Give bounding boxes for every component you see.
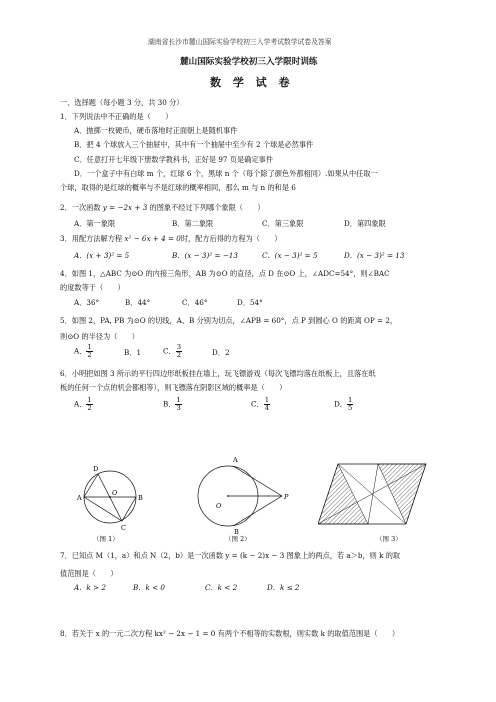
- q2-pre: 2．一次函数: [60, 203, 103, 212]
- q3-option-c: C．(x − 3)² = 5: [262, 251, 318, 260]
- q7-stem-line2: 值范围是（ ）: [60, 569, 118, 578]
- q1-option-a: A．抛掷一枚硬币，硬币落地时正面朝上是随机事件: [74, 126, 238, 135]
- q6-option-a-fraction: [86, 397, 92, 412]
- q4-option-c: C．46°: [182, 298, 208, 307]
- q2-expr: y = −2x + 3: [102, 203, 148, 212]
- fig2-label-a: A: [233, 456, 238, 464]
- page-header: 湖南省长沙市麓山国际实验学校初三入学考试数学试卷及答案: [148, 38, 332, 46]
- q7-stem-line1: 7．已知点 M（1，a）和点 N（2，b）是一次函数 y = (k − 2)x − 3 图象上的两点，若 a＞b，则 k 的取: [60, 551, 401, 560]
- q6-option-b: [163, 397, 182, 412]
- q6-c-numerator: 1: [264, 396, 270, 404]
- q6-b-denominator: 3: [176, 404, 181, 412]
- q5-a-numerator: 1: [87, 343, 92, 351]
- q6-stem-line2: 板的任何一个点的机会都相等），则飞镖落在阴影区域的概率是（ ）: [60, 383, 287, 392]
- q3-post: 时，配方后得的方程为（ ）: [180, 234, 282, 243]
- q6-d-denominator: 5: [347, 404, 353, 412]
- q5-option-c-label: C．: [163, 346, 176, 356]
- fig1-chord-da: [84, 474, 98, 497]
- figure-2: [190, 434, 302, 538]
- section-heading: 一、选择题（每小题 3 分，共 30 分）: [60, 98, 184, 107]
- q7-option-a: A．k > 2: [74, 583, 106, 592]
- fig1-label-o: O: [112, 489, 118, 497]
- fig2-label-p: P: [284, 493, 289, 501]
- q6-option-b-fraction: [175, 397, 181, 412]
- q3-option-b: B．(x − 3)² = −13: [172, 251, 238, 260]
- q6-option-b-label: B．: [163, 399, 176, 409]
- q5-option-a-fraction: [86, 344, 92, 359]
- fig1-label-c: C: [121, 524, 126, 532]
- q4-option-a: A．36°: [74, 298, 100, 307]
- fig2-label-b: B: [234, 528, 239, 536]
- fig1-label-b: B: [138, 494, 143, 502]
- q7-option-d: D．k ≤ 2: [267, 583, 300, 592]
- q3-stem: [60, 234, 281, 243]
- q5-stem-line1: 5．如图 2，PA, PB 为⊙O 的切线，A、B 分别为切点，∠APB = 60°，点 P 到圆心 O 的距离 OP = 2，: [60, 316, 398, 325]
- q6-a-numerator: 1: [87, 396, 92, 404]
- q5-c-denominator: 2: [176, 351, 182, 359]
- fig2-center-dot: [227, 495, 229, 497]
- school-title: 麓山国际实验学校初三入学限时训练: [180, 57, 318, 67]
- q5-option-a: [74, 344, 93, 359]
- q4-stem-line2: 的度数等于（ ）: [60, 283, 125, 292]
- q2-option-c: C．第三象限: [262, 219, 304, 228]
- q2-option-b: B．第二象限: [172, 219, 214, 228]
- q2-option-a: A．第一象限: [74, 219, 116, 228]
- q5-option-d: D．2: [212, 348, 230, 357]
- q4-option-b: B．44°: [125, 298, 151, 307]
- q2-stem: [60, 203, 265, 212]
- q6-option-c: [251, 397, 270, 412]
- fig2-label-o: O: [216, 502, 222, 510]
- q1-option-d-line2: 个球，取得的是红球的概率与不是红球的概率相同，那么 m 与 n 的和是 6: [60, 183, 296, 192]
- q6-option-d-label: D．: [334, 399, 347, 409]
- q5-stem-line2: 则⊙O 的半径为（ ）: [60, 332, 139, 341]
- q2-post: 的图象不经过下列哪个象限（ ）: [147, 203, 265, 212]
- q6-option-a: [74, 397, 93, 412]
- fig2-caption: （图 2）: [225, 535, 251, 543]
- q5-c-numerator: 3: [176, 343, 182, 351]
- q5-a-denominator: 2: [87, 351, 92, 359]
- q6-option-d-fraction: [347, 397, 353, 412]
- q4-option-d: D．54°: [237, 298, 263, 307]
- q7-option-b: B．k < 0: [133, 583, 165, 592]
- q5-option-c: [163, 344, 182, 359]
- fig1-triangle: [84, 497, 136, 521]
- q1-option-d-line1: D．一个盒子中有白球 m 个，红球 6 个，黑球 n 个（每个除了颜色外都相同）.如果从中任取一: [74, 169, 378, 178]
- q4-stem-line1: 4．如图 1，△ABC 为⊙O 的内接三角形，AB 为⊙O 的直径，点 D 在⊙O 上，∠ADC=54°，则∠BAC: [60, 269, 390, 278]
- q6-option-c-fraction: [264, 397, 270, 412]
- fig1-label-d: D: [93, 465, 99, 473]
- q5-option-c-fraction: [176, 344, 182, 359]
- q1-option-b: B．把 4 个球放入三个抽屉中，其中有一个抽屉中至少有 2 个球是必然事件: [74, 140, 314, 149]
- fig3-caption: （图 3）: [376, 535, 402, 543]
- q6-a-denominator: 2: [87, 404, 92, 412]
- figure-3: [318, 462, 430, 532]
- q3-expr: x² − 6x + 4 = 0: [124, 234, 181, 243]
- q2-option-d: D．第四象限: [344, 219, 386, 228]
- fig1-center-dot: [109, 496, 111, 498]
- q3-option-a: A．(x + 3)² = 5: [74, 251, 130, 260]
- q7-option-c: C．k < 2: [205, 583, 238, 592]
- q8-stem: 8．若关于 x 的一元二次方程 kx² − 2x − 1 = 0 有两个不相等的实数根，则实数 k 的取值范围是（ ）: [60, 629, 400, 638]
- q6-option-c-label: C．: [251, 399, 264, 409]
- q3-pre: 3．用配方法解方程: [60, 234, 125, 243]
- subject-title: 数 学 试 卷: [210, 76, 294, 89]
- q6-b-numerator: 1: [176, 396, 181, 404]
- q1-option-c: C．任意打开七年级下册数学教科书，正好是 97 页是确定事件: [74, 155, 273, 164]
- q6-c-denominator: 4: [264, 404, 270, 412]
- q6-option-d: [334, 397, 353, 412]
- q6-stem-line1: 6．小明把如图 3 所示的平行四边形纸板挂在墙上，玩飞镖游戏（每次飞镖均落在纸板上，且落在纸: [60, 369, 376, 378]
- q1-stem: 1．下列说法中不正确的是（ ）: [60, 112, 173, 121]
- q5-option-a-label: A．: [74, 346, 87, 356]
- fig1-caption: （图 1）: [93, 535, 119, 543]
- q6-d-numerator: 1: [347, 396, 353, 404]
- figure-1: [68, 438, 158, 540]
- fig1-label-a: A: [77, 494, 82, 502]
- q3-option-d: D．(x − 3)² = 13: [344, 251, 405, 260]
- q6-option-a-label: A．: [74, 399, 87, 409]
- q5-option-b: B．1: [124, 348, 142, 357]
